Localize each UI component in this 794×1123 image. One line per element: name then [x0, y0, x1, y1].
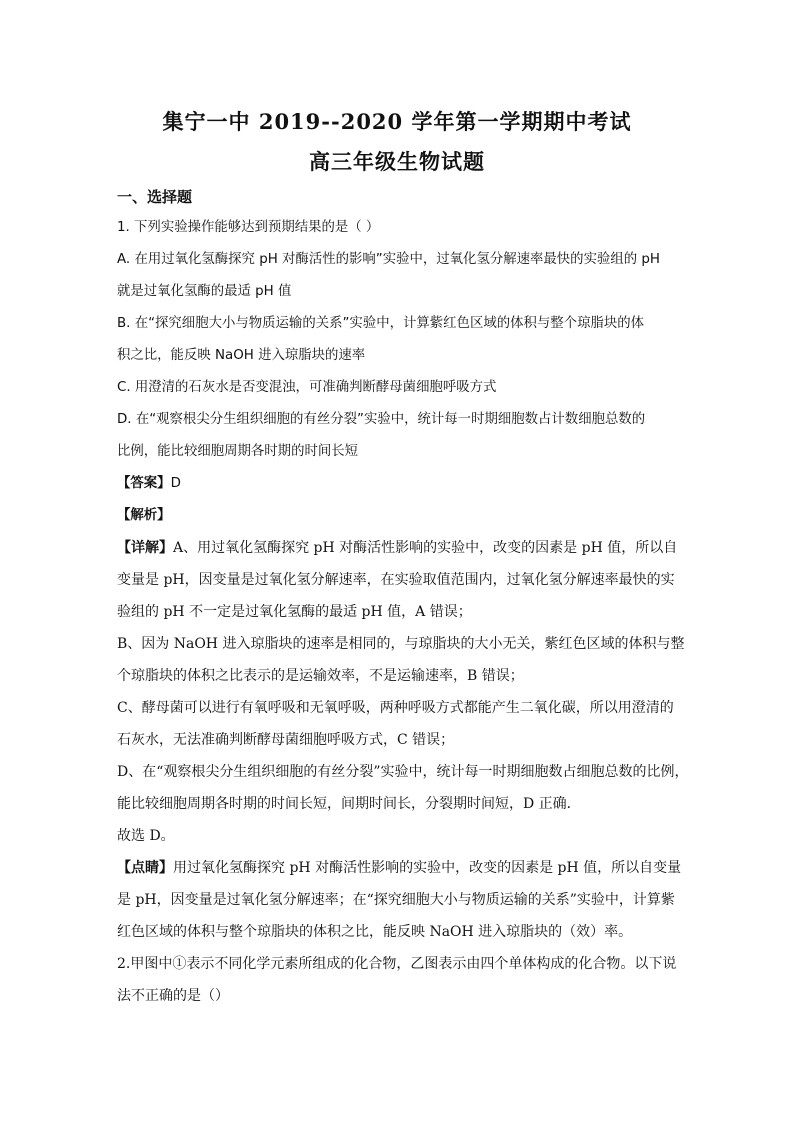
- exam-title: 集宁一中 2019--2020 学年第一学期期中考试: [162, 109, 632, 134]
- detail-line-4: B、因为 NaOH 进入琼脂块的速率是相同的，与琼脂块的大小无关，紫红色区域的体积与整: [117, 636, 685, 652]
- detail-line-7: 石灰水，无法准确判断酵母菌细胞呼吸方式，C 错误；: [117, 732, 455, 748]
- detail-line-5: 个琼脂块的体积之比表示的是运输效率，不是运输速率，B 错误；: [117, 668, 524, 684]
- detail-line-2: 变量是 pH，因变量是过氧化氢分解速率，在实验取值范围内，过氧化氢分解速率最快的实: [117, 572, 675, 588]
- detail-line-9: 能比较细胞周期各时期的时间长短，间期时间长，分裂期时间短，D 正确．: [117, 796, 581, 812]
- section-heading: 一、选择题: [117, 188, 193, 206]
- question-2-stem-line-1: 2.甲图中①表示不同化学元素所组成的化合物，乙图表示由四个单体构成的化合物。以下说: [117, 956, 677, 972]
- question-1-option-b-line-1: B. 在“探究细胞大小与物质运输的关系”实验中，计算紫红色区域的体积与整个琼脂块的体: [117, 316, 645, 331]
- note-line-2: 是 pH，因变量是过氧化氢分解速率；在“探究细胞大小与物质运输的关系”实验中，计算紫: [117, 892, 675, 908]
- note-label: 【点睛】: [117, 860, 173, 876]
- conclusion-line: 故选 D。: [117, 828, 175, 844]
- exam-subtitle: 高三年级生物试题: [309, 149, 485, 174]
- question-1-option-c: C. 用澄清的石灰水是否变混浊，可准确判断酵母菌细胞呼吸方式: [117, 380, 497, 395]
- detail-line-1: [117, 539, 677, 557]
- detail-text-1: A、用过氧化氢酶探究 pH 对酶活性影响的实验中，改变的因素是 pH 值，所以自: [173, 540, 678, 556]
- question-1-option-d-line-2: 比例，能比较细胞周期各时期的时间长短: [117, 444, 359, 459]
- detail-line-6: C、酵母菌可以进行有氧呼吸和无氧呼吸，两种呼吸方式都能产生二氧化碳，所以用澄清的: [117, 700, 674, 716]
- question-1-option-a-line-2: 就是过氧化氢酶的最适 pH 值: [117, 284, 292, 299]
- question-1-option-b-line-2: 积之比，能反映 NaOH 进入琼脂块的速率: [117, 348, 366, 363]
- answer-line: [117, 475, 181, 493]
- question-1-option-d-line-1: D. 在“观察根尖分生组织细胞的有丝分裂”实验中，统计每一时期细胞数占计数细胞总数的: [117, 412, 646, 427]
- note-line-1: [117, 859, 681, 877]
- answer-label: 【答案】: [117, 476, 171, 491]
- answer-value: D: [170, 476, 181, 491]
- note-text-1: 用过氧化氢酶探究 pH 对酶活性影响的实验中，改变的因素是 pH 值，所以自变量: [173, 860, 682, 876]
- question-1-stem: 1. 下列实验操作能够达到预期结果的是（ ）: [117, 220, 380, 235]
- question-2-stem-line-2: 法不正确的是（）: [117, 988, 229, 1004]
- detail-line-3: 验组的 pH 不一定是过氧化氢酶的最适 pH 值，A 错误；: [117, 604, 472, 620]
- question-1-option-a-line-1: A. 在用过氧化氢酶探究 pH 对酶活性的影响”实验中，过氧化氢分解速率最快的实验组的 pH: [117, 252, 660, 267]
- detail-line-8: D、在“观察根尖分生组织细胞的有丝分裂”实验中，统计每一时期细胞数占细胞总数的比例，: [117, 764, 689, 780]
- analysis-label: 【解析】: [117, 508, 171, 523]
- note-line-3: 红色区域的体积与整个琼脂块的体积之比，能反映 NaOH 进入琼脂块的（效）率。: [117, 924, 633, 940]
- detail-label: 【详解】: [117, 540, 173, 556]
